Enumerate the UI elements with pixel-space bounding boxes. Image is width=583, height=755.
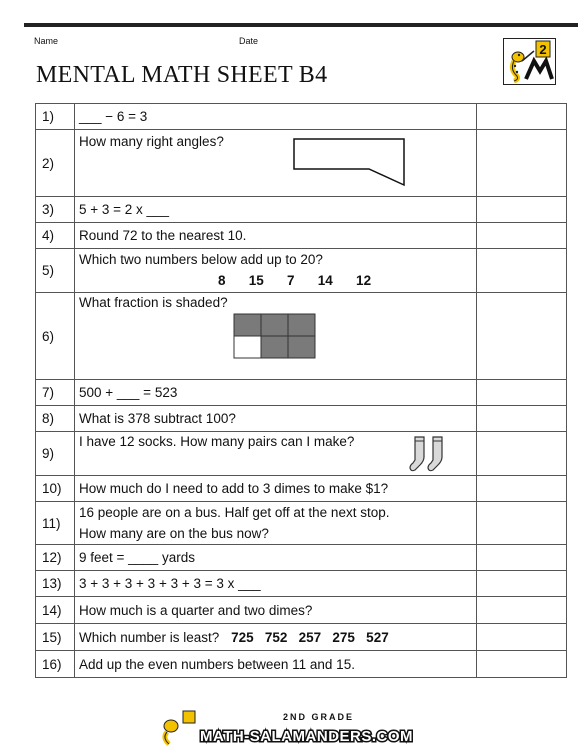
- question-text: What fraction is shaded?: [79, 295, 228, 310]
- question-text: How much do I need to add to 3 dimes to make $1?: [75, 476, 477, 502]
- answer-box[interactable]: [477, 476, 567, 502]
- right-angle-shape: [292, 137, 407, 189]
- question-text: Which number is least?: [79, 629, 220, 645]
- question-text: 3 + 3 + 3 + 3 + 3 + 3 = 3 x ___: [75, 571, 477, 597]
- socks-icon: [409, 435, 451, 473]
- date-label: Date: [239, 36, 259, 46]
- question-text: ___ − 6 = 3: [75, 104, 477, 130]
- number-list: 725 752 257 275 527: [231, 629, 389, 645]
- table-row: [36, 130, 567, 197]
- answer-box[interactable]: [477, 432, 567, 476]
- question-number: 4): [36, 223, 75, 249]
- table-row: [36, 545, 567, 571]
- question-number: 12): [36, 545, 75, 571]
- fraction-grid: [233, 313, 317, 359]
- answer-box[interactable]: [477, 104, 567, 130]
- name-label: Name: [34, 36, 59, 46]
- question-number: 15): [36, 624, 75, 651]
- question-text: How much is a quarter and two dimes?: [75, 597, 477, 624]
- answer-box[interactable]: [477, 502, 567, 545]
- question-text: Round 72 to the nearest 10.: [75, 223, 477, 249]
- number-list: 8 15 7 14 12: [218, 273, 372, 288]
- footer-logo: [155, 708, 425, 748]
- question-text: 5 + 3 = 2 x ___: [75, 197, 477, 223]
- footer-grade: 2ND GRADE: [283, 712, 355, 722]
- fraction-cell-shaded: [261, 314, 288, 336]
- table-row: [36, 502, 567, 545]
- question-text-line1: 16 people are on a bus. Half get off at the next stop.: [79, 505, 390, 520]
- question-number: 8): [36, 406, 75, 432]
- question-text: I have 12 socks. How many pairs can I make?: [79, 434, 355, 449]
- question-text: 9 feet = ____ yards: [75, 545, 477, 571]
- question-text: 500 + ___ = 523: [75, 380, 477, 406]
- table-row: [36, 624, 567, 651]
- question-text-line2: How many are on the bus now?: [79, 526, 269, 541]
- question-number: 9): [36, 432, 75, 476]
- table-row: [36, 104, 567, 130]
- table-row: [36, 571, 567, 597]
- top-rule: [24, 23, 578, 27]
- fraction-cell-shaded: [234, 314, 261, 336]
- answer-box[interactable]: [477, 545, 567, 571]
- page-title: MENTAL MATH SHEET B4: [36, 62, 328, 88]
- footer-site: MATH-SALAMANDERS.COM: [200, 728, 414, 745]
- question-number: 10): [36, 476, 75, 502]
- fraction-cell-unshaded: [234, 336, 261, 358]
- salamander-logo: [503, 38, 556, 85]
- question-number: 6): [36, 293, 75, 380]
- question-number: 13): [36, 571, 75, 597]
- answer-box[interactable]: [477, 249, 567, 293]
- answer-box[interactable]: [477, 651, 567, 678]
- question-number: 2): [36, 130, 75, 197]
- fraction-cell-shaded: [261, 336, 288, 358]
- fraction-cell-shaded: [288, 314, 315, 336]
- question-number: 5): [36, 249, 75, 293]
- table-row: [36, 432, 567, 476]
- answer-box[interactable]: [477, 293, 567, 380]
- question-text: Add up the even numbers between 11 and 15.: [75, 651, 477, 678]
- question-number: 14): [36, 597, 75, 624]
- question-number: 11): [36, 502, 75, 545]
- table-row: [36, 197, 567, 223]
- answer-box[interactable]: [477, 406, 567, 432]
- table-row: [36, 651, 567, 678]
- table-row: [36, 476, 567, 502]
- question-table: [35, 103, 567, 678]
- answer-box[interactable]: [477, 597, 567, 624]
- question-number: 1): [36, 104, 75, 130]
- answer-box[interactable]: [477, 197, 567, 223]
- answer-box[interactable]: [477, 130, 567, 197]
- question-text: What is 378 subtract 100?: [75, 406, 477, 432]
- table-row: [36, 406, 567, 432]
- logo-grade-text: 2: [539, 42, 547, 57]
- answer-box[interactable]: [477, 380, 567, 406]
- table-row: [36, 597, 567, 624]
- answer-box[interactable]: [477, 571, 567, 597]
- answer-box[interactable]: [477, 624, 567, 651]
- table-row: [36, 249, 567, 293]
- salamander-logo-icon: [504, 39, 554, 83]
- question-number: 3): [36, 197, 75, 223]
- salamander-footer-icon: [155, 708, 425, 748]
- question-text: Which two numbers below add up to 20?: [79, 252, 323, 267]
- question-number: 16): [36, 651, 75, 678]
- table-row: [36, 380, 567, 406]
- fraction-cell-shaded: [288, 336, 315, 358]
- answer-box[interactable]: [477, 223, 567, 249]
- question-number: 7): [36, 380, 75, 406]
- question-text: How many right angles?: [79, 134, 224, 149]
- table-row: [36, 223, 567, 249]
- table-row: [36, 293, 567, 380]
